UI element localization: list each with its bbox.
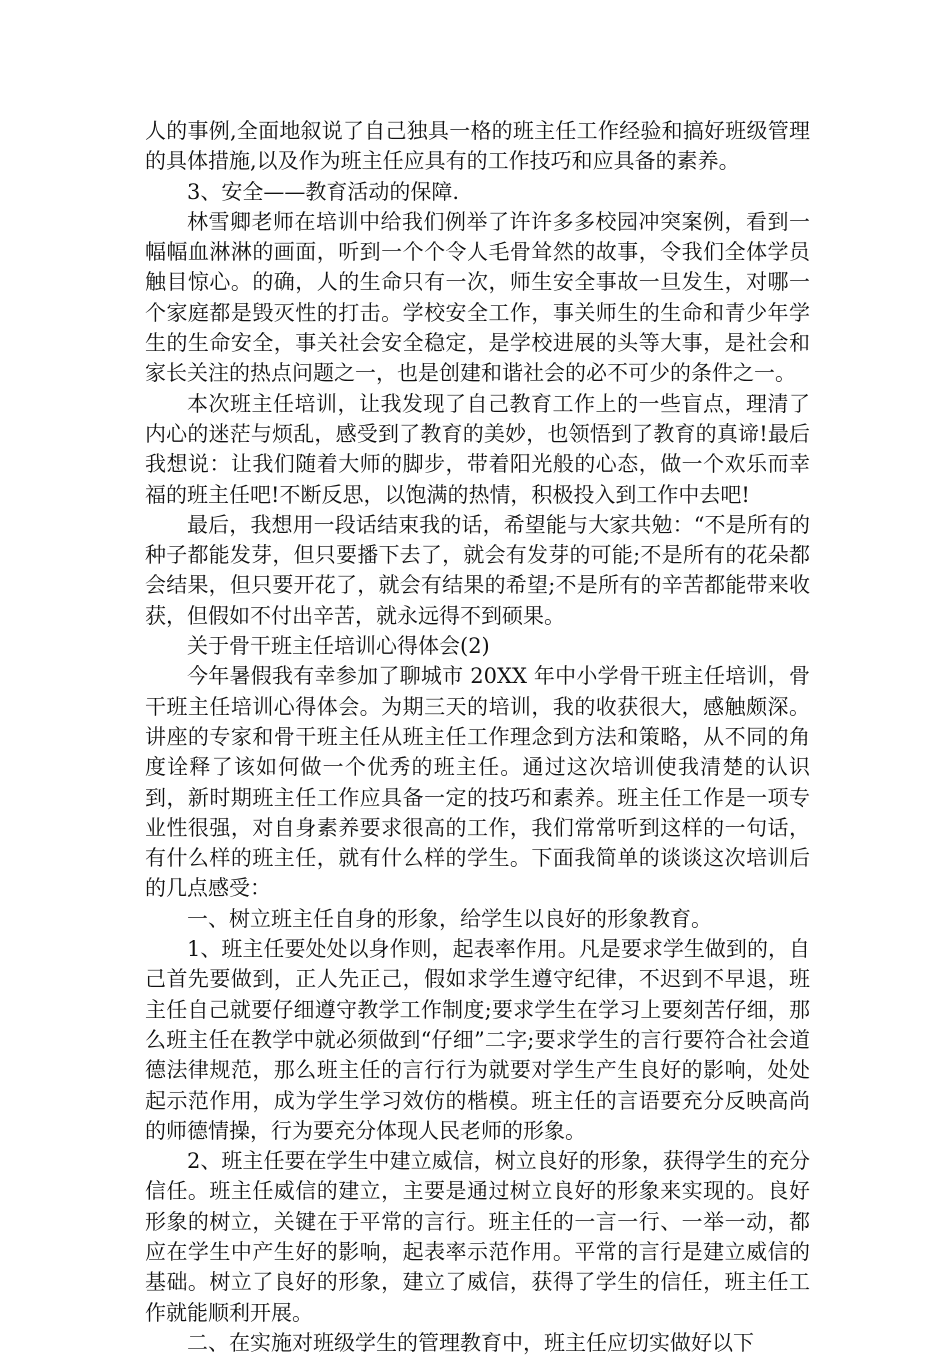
paragraph-section-title: 关于骨干班主任培训心得体会(2): [187, 634, 490, 659]
paragraph-closing-quote: 最后，我想用一段话结束我的话，希望能与大家共勉：“不是所有的种子都能发芽，但只要播下去了，就会有发芽的可能;不是所有的花朵都会结果，但只要开花了，就会有结果的希望;不是所有的辛苦都能带来收获，但假如不付出辛苦，就永远得不到硕果。: [145, 512, 810, 628]
paragraph-heading-two: 二、在实施对班级学生的管理教育中，班主任应切实做好以下: [187, 1330, 754, 1355]
paragraph-safety-heading: 3、安全——教育活动的保障.: [187, 179, 460, 204]
paragraph-continuation: 人的事例,全面地叙说了自己独具一格的班主任工作经验和搞好班级管理的具体措施,以及作为班主任应具有的工作技巧和应具备的素养。: [145, 119, 810, 174]
paragraph-safety-cases: 林雪卿老师在培训中给我们例举了许许多多校园冲突案例，看到一幅幅血淋淋的画面，听到一个个令人毛骨耸然的故事，令我们全体学员触目惊心。的确，人的生命只有一次，师生安全事故一旦发生，对哪一个家庭都是毁灭性的打击。学校安全工作，事关师生的生命和青少年学生的生命安全，事关社会安全稳定，是学校进展的头等大事，是社会和家长关注的热点问题之一，也是创建和谐社会的必不可少的条件之一。: [145, 209, 810, 386]
document-body: [145, 116, 810, 1358]
paragraph-heading-one: 一、树立班主任自身的形象，给学生以良好的形象教育。: [187, 906, 712, 931]
paragraph-training-reflection: 本次班主任培训，让我发现了自己教育工作上的一些盲点，理清了内心的迷茫与烦乱，感受到了教育的美妙，也领悟到了教育的真谛!最后我想说：让我们随着大师的脚步，带着阳光般的心态，做一个欢乐而幸福的班主任吧!不断反思，以饱满的热情，积极投入到工作中去吧!: [145, 391, 810, 507]
paragraph-point-two: 2、班主任要在学生中建立威信，树立良好的形象，获得学生的充分信任。班主任威信的建立，主要是通过树立良好的形象来实现的。良好形象的树立，关键在于平常的言行。班主任的一言一行、一举一动，都应在学生中产生好的影响，起表率示范作用。平常的言行是建立威信的基础。树立了良好的形象，建立了威信，获得了学生的信任，班主任工作就能顺利开展。: [145, 1149, 810, 1325]
paragraph-point-one: 1、班主任要处处以身作则，起表率作用。凡是要求学生做到的，自己首先要做到，正人先正己，假如求学生遵守纪律，不迟到不早退，班主任自己就要仔细遵守教学工作制度;要求学生在学习上要刻苦仔细，那么班主任在教学中就必须做到“仔细”二字;要求学生的言行要符合社会道德法律规范，那么班主任的言行行为就要对学生产生良好的影响，处处起示范作用，成为学生学习效仿的楷模。班主任的言语要充分反映高尚的师德情操，行为要充分体现人民老师的形象。: [145, 937, 810, 1143]
paragraph-intro: 今年暑假我有幸参加了聊城市 20XX 年中小学骨干班主任培训，骨干班主任培训心得体会。为期三天的培训，我的收获很大，感触颇深。讲座的专家和骨干班主任从班主任工作理念到方法和策略，从不同的角度诠释了该如何做一个优秀的班主任。通过这次培训使我清楚的认识到，新时期班主任工作应具备一定的技巧和素养。班主任工作是一项专业性很强，对自身素养要求很高的工作，我们常常听到这样的一句话，有什么样的班主任，就有什么样的学生。下面我简单的谈谈这次培训后的几点感受：: [145, 664, 810, 901]
